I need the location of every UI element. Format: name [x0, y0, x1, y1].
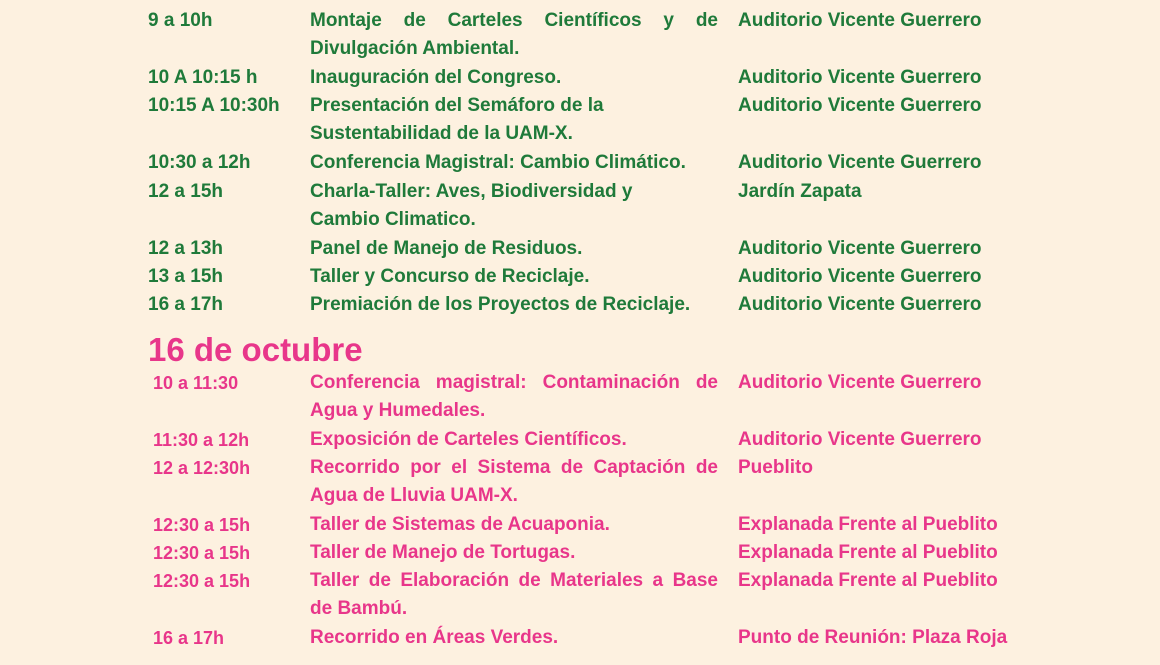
row-activity: Recorrido por el Sistema de Captación de Agua de Lluvia UAM-X.	[310, 457, 718, 506]
row-place: Auditorio Vicente Guerrero	[738, 95, 982, 116]
row-place: Auditorio Vicente Guerrero	[738, 294, 982, 315]
row-place: Auditorio Vicente Guerrero	[738, 372, 982, 393]
row-activity: Panel de Manejo de Residuos.	[310, 238, 583, 259]
row-place: Auditorio Vicente Guerrero	[738, 266, 982, 287]
row-time: 12:30 a 15h	[153, 543, 251, 563]
row-activity: Charla-Taller: Aves, Biodiversidad y Cambio Climatico.	[310, 181, 633, 230]
row-time: 10:30 a 12h	[148, 152, 251, 173]
row-place: Pueblito	[738, 457, 813, 478]
row-place: Explanada Frente al Pueblito	[738, 570, 998, 591]
row-time: 12 a 15h	[148, 181, 223, 202]
row-place: Jardín Zapata	[738, 181, 862, 202]
row-time: 12:30 a 15h	[153, 571, 251, 591]
row-place: Auditorio Vicente Guerrero	[738, 152, 982, 173]
row-activity: Premiación de los Proyectos de Reciclaje.	[310, 294, 691, 315]
day2-heading: 16 de octubre	[148, 331, 363, 368]
row-time: 10:15 A 10:30h	[148, 95, 280, 116]
row-activity: Recorrido en Áreas Verdes.	[310, 627, 559, 648]
row-time: 10 a 11:30	[153, 373, 239, 393]
row-place: Auditorio Vicente Guerrero	[738, 429, 982, 450]
row-place: Auditorio Vicente Guerrero	[738, 10, 982, 31]
row-time: 11:30 a 12h	[153, 430, 250, 450]
row-activity: Taller de Sistemas de Acuaponia.	[310, 514, 610, 535]
row-time: 12:30 a 15h	[153, 515, 251, 535]
row-place: Auditorio Vicente Guerrero	[738, 238, 982, 259]
row-activity: Conferencia Magistral: Cambio Climático.	[310, 152, 686, 173]
row-time: 16 a 17h	[153, 628, 225, 648]
row-place: Explanada Frente al Pueblito	[738, 542, 998, 563]
row-place: Auditorio Vicente Guerrero	[738, 67, 982, 88]
row-activity: Montaje de Carteles Científicos y de Divulgación Ambiental.	[310, 10, 718, 59]
row-place: Explanada Frente al Pueblito	[738, 514, 998, 535]
row-activity: Taller y Concurso de Reciclaje.	[310, 266, 590, 287]
row-activity: Conferencia magistral: Contaminación de Agua y Humedales.	[310, 372, 718, 421]
row-activity: Taller de Manejo de Tortugas.	[310, 542, 576, 563]
row-activity: Presentación del Semáforo de la Sustentabilidad de la UAM-X.	[310, 95, 604, 144]
row-time: 10 A 10:15 h	[148, 67, 258, 88]
row-activity: Taller de Elaboración de Materiales a Base de Bambú.	[310, 570, 718, 619]
row-time: 13 a 15h	[148, 266, 223, 287]
row-place: Punto de Reunión: Plaza Roja	[738, 627, 1008, 648]
row-time: 16 a 17h	[148, 294, 223, 315]
row-time: 12 a 12:30h	[153, 458, 251, 478]
row-activity: Inauguración del Congreso.	[310, 67, 562, 88]
row-time: 12 a 13h	[148, 238, 223, 259]
row-time: 9 a 10h	[148, 10, 213, 31]
row-activity: Exposición de Carteles Científicos.	[310, 429, 627, 450]
